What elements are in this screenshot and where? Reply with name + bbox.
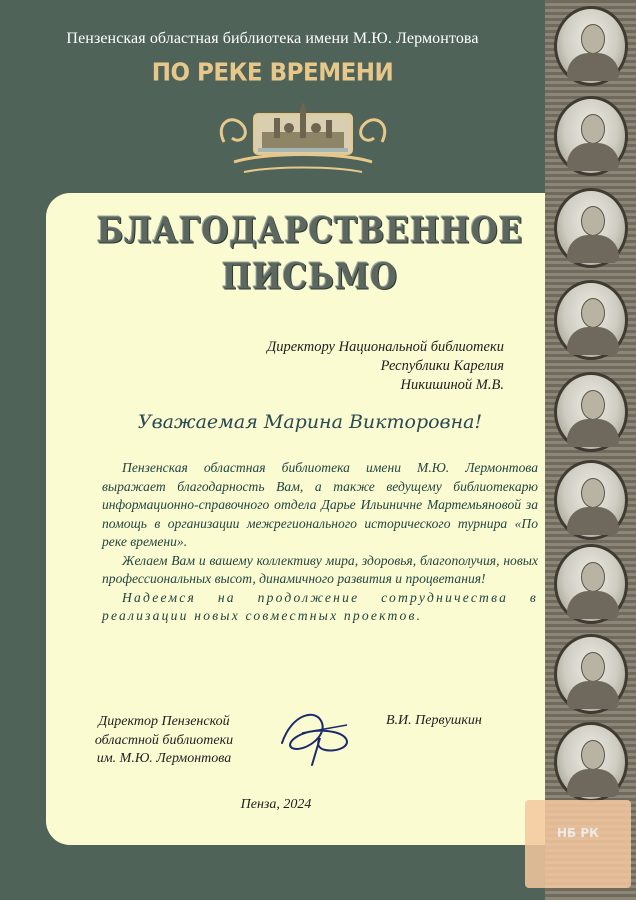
letter-title-line2: ПИСЬМО (221, 256, 399, 298)
portrait-medallion (554, 96, 628, 176)
body-paragraph: Пензенская областная библиотека имени М.Ю. Лермонтова выражает благодарность Вам, а также ведущему библиотекарю информационно-справочного отдела Дарье Ильиничне Мартемьяновой за помощь в организации межрегионального исторического турнира «По реке времени». (102, 460, 538, 549)
portrait-medallion (554, 460, 628, 540)
portrait-medallion (554, 544, 628, 624)
signatory-role-line: им. М.Ю. Лермонтова (96, 751, 232, 766)
salutation: Уважаемая Марина Викторовна! (137, 411, 483, 433)
signatory-role (84, 713, 244, 769)
portrait-medallion (554, 188, 628, 268)
portrait-medallion (554, 722, 628, 802)
signatory-name: В.И. Первушкин (386, 713, 482, 728)
signatory-role-line: Директор Пензенской (98, 714, 230, 729)
organization-header: Пензенская областная библиотека имени М.Ю. Лермонтова (66, 30, 479, 47)
signatory-role-line: областной библиотеки (94, 732, 234, 748)
library-logo-watermark (525, 800, 631, 888)
addressee-line: Республики Карелия (380, 358, 504, 374)
addressee-line: Директору Национальной библиотеки (267, 339, 504, 355)
place-and-date: Пенза, 2024 (240, 797, 312, 812)
watermark-text: НБ РК (557, 826, 599, 840)
letter-title-line1: БЛАГОДАРСТВЕННОЕ (96, 210, 524, 252)
portrait-medallion (554, 6, 628, 86)
handwritten-signature (272, 703, 362, 769)
city-emblem-icon (214, 92, 392, 178)
portrait-medallion (554, 634, 628, 714)
portrait-strip (545, 0, 636, 900)
body-paragraph: Желаем Вам и вашему коллективу мира, здоровья, благополучия, новых профессиональных высот, динамичного развития и процветания! (102, 552, 538, 586)
letter-body (102, 459, 538, 626)
addressee-line: Никишиной М.В. (400, 377, 504, 393)
portrait-medallion (554, 280, 628, 360)
body-paragraph: Надеемся на продолжение сотрудничества в реализации новых совместных проектов. (102, 589, 538, 623)
addressee-block (267, 338, 504, 395)
portrait-medallion (554, 372, 628, 452)
brand-title: ПО РЕКЕ ВРЕМЕНИ (151, 58, 394, 88)
letter-card (46, 193, 574, 845)
